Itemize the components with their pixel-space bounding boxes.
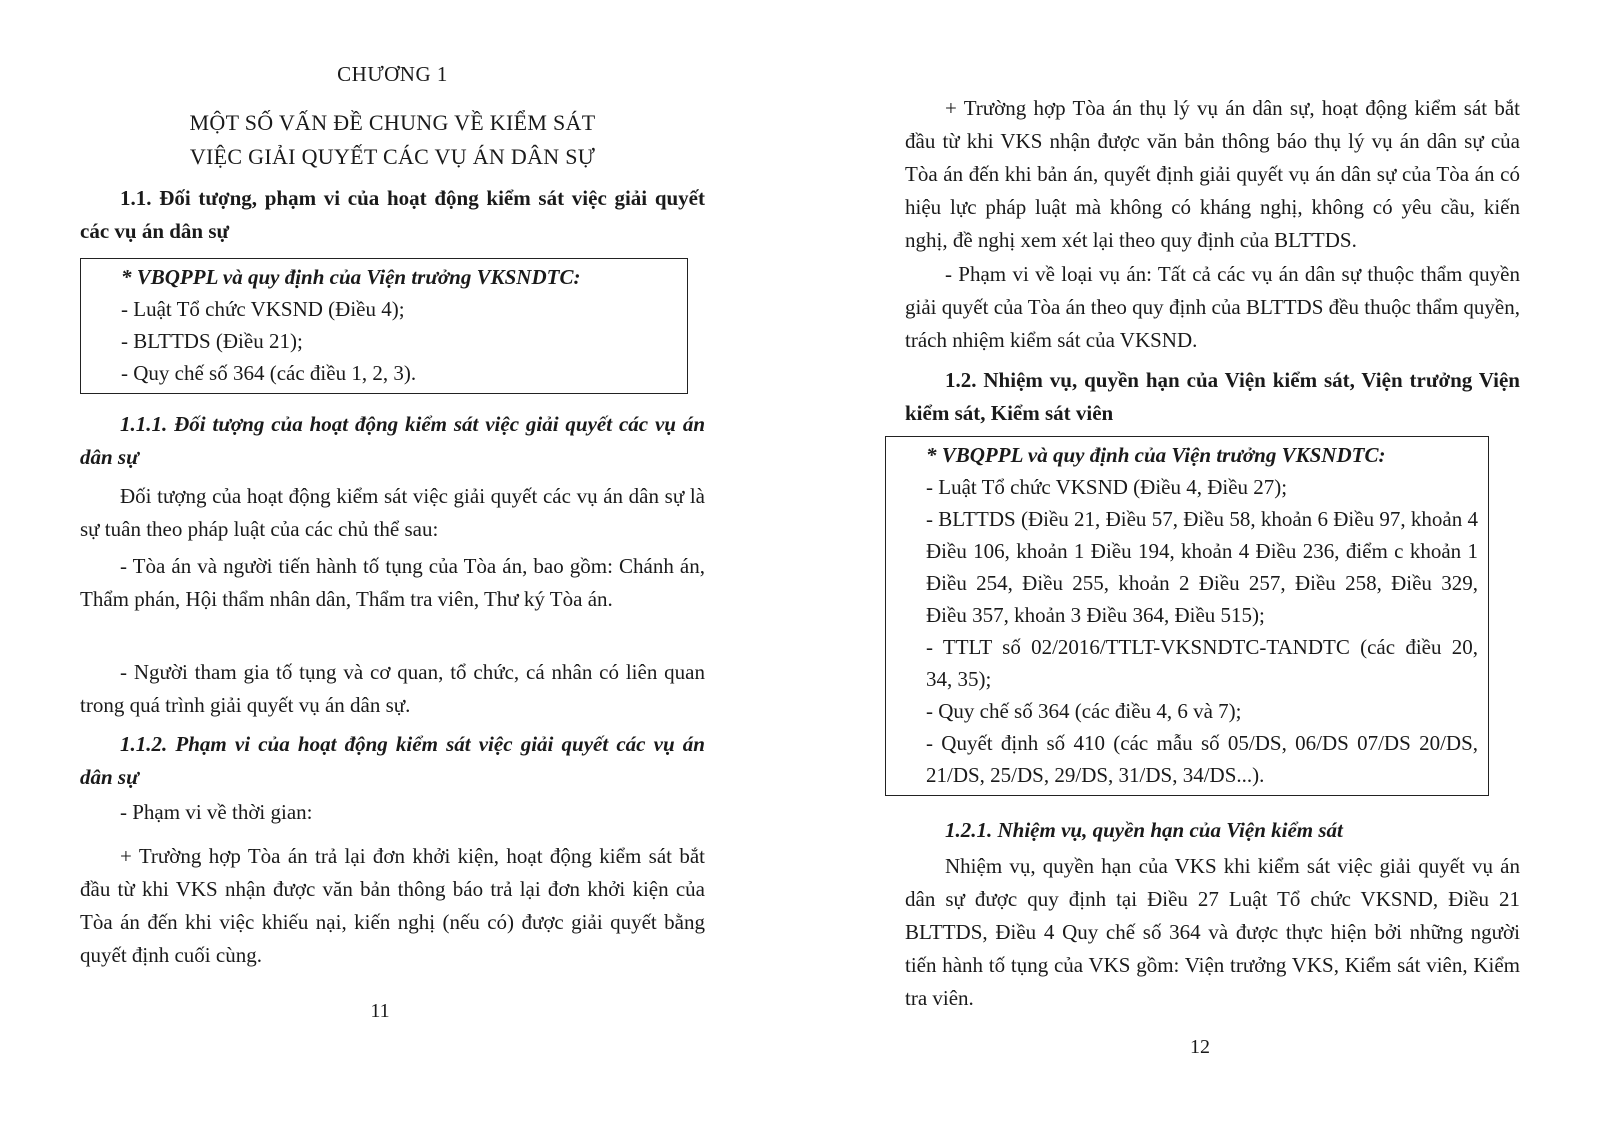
paragraph: - Tòa án và người tiến hành tố tụng của Tòa án, bao gồm: Chánh án, Thẩm phán, Hội thẩm nhân dân, Thẩm tra viên, Thư ký Tòa án. (80, 554, 705, 611)
section-heading-1-2: 1.2. Nhiệm vụ, quyền hạn của Viện kiểm sát, Viện trưởng Viện kiểm sát, Kiểm sát viên (905, 368, 1520, 425)
legal-box-item: - Luật Tổ chức VKSND (Điều 4, Điều 27); (926, 475, 1288, 499)
section-heading-1-2-1: 1.2.1. Nhiệm vụ, quyền hạn của Viện kiểm sát (945, 818, 1343, 842)
section-heading-1-1-2: 1.1.2. Phạm vi của hoạt động kiểm sát việc giải quyết các vụ án dân sự (80, 732, 705, 789)
legal-box-item: - Quyết định số 410 (các mẫu số 05/DS, 06/DS 07/DS 20/DS, 21/DS, 25/DS, 29/DS, 31/DS, 34/DS...). (926, 731, 1478, 787)
paragraph: + Trường hợp Tòa án thụ lý vụ án dân sự, hoạt động kiểm sát bắt đầu từ khi VKS nhận được văn bản thông báo thụ lý vụ án dân sự của Tòa án đến khi bản án, quyết định giải quyết vụ án dân sự của Tòa án có hiệu lực pháp luật mà không có kháng nghị, không có yêu cầu, kiến nghị, đề nghị xem xét lại theo quy định của BLTTDS. (905, 96, 1520, 252)
legal-box-title: * VBQPPL và quy định của Viện trưởng VKSNDTC: (121, 265, 581, 289)
chapter-label: CHƯƠNG 1 (337, 62, 448, 86)
legal-box-item: - Quy chế số 364 (các điều 1, 2, 3). (121, 361, 417, 385)
paragraph: Đối tượng của hoạt động kiểm sát việc giải quyết các vụ án dân sự là sự tuân theo pháp luật của các chủ thể sau: (80, 484, 705, 541)
paragraph: - Người tham gia tố tụng và cơ quan, tổ chức, cá nhân có liên quan trong quá trình giải quyết vụ án dân sự. (80, 660, 705, 717)
legal-box-item: - Quy chế số 364 (các điều 4, 6 và 7); (926, 699, 1242, 723)
legal-reference-box (885, 436, 1489, 796)
paragraph: + Trường hợp Tòa án trả lại đơn khởi kiện, hoạt động kiểm sát bắt đầu từ khi VKS nhận được văn bản thông báo trả lại đơn khởi kiện của Tòa án đến khi việc khiếu nại, kiến nghị (nếu có) được giải quyết bằng quyết định cuối cùng. (80, 844, 705, 967)
page-number: 11 (370, 1000, 390, 1022)
chapter-title-line-1: MỘT SỐ VẤN ĐỀ CHUNG VỀ KIỂM SÁT (189, 110, 596, 135)
legal-box-item: - BLTTDS (Điều 21); (121, 329, 303, 353)
legal-box-title: * VBQPPL và quy định của Viện trưởng VKSNDTC: (926, 443, 1386, 467)
legal-reference-box (80, 258, 688, 394)
legal-box-item: - Luật Tổ chức VKSND (Điều 4); (121, 297, 405, 321)
paragraph: - Phạm vi về loại vụ án: Tất cả các vụ án dân sự thuộc thẩm quyền giải quyết của Tòa án theo quy định của BLTTDS đều thuộc thẩm quyền, trách nhiệm kiểm sát của VKSND. (905, 262, 1520, 352)
page-number: 12 (1190, 1036, 1210, 1058)
legal-box-item: - BLTTDS (Điều 21, Điều 57, Điều 58, khoản 6 Điều 97, khoản 4 Điều 106, khoản 1 Điều 194, khoản 4 Điều 236, điểm c khoản 1 Điều 254, Điều 255, khoản 2 Điều 257, Điều 258, Điều 329, Điều 357, khoản 3 Điều 364, Điều 515); (926, 507, 1478, 627)
paragraph: Nhiệm vụ, quyền hạn của VKS khi kiểm sát việc giải quyết vụ án dân sự được quy định tại Điều 27 Luật Tổ chức VKSND, Điều 21 BLTTDS, Điều 4 Quy chế số 364 và được thực hiện bởi những người tiến hành tố tụng của VKS gồm: Viện trưởng VKS, Kiểm sát viên, Kiểm tra viên. (905, 854, 1520, 1010)
paragraph: - Phạm vi về thời gian: (120, 800, 313, 824)
chapter-title-line-2: VIỆC GIẢI QUYẾT CÁC VỤ ÁN DÂN SỰ (189, 144, 596, 169)
section-heading-1-1-1: 1.1.1. Đối tượng của hoạt động kiểm sát việc giải quyết các vụ án dân sự (80, 412, 705, 469)
section-heading-1-1: 1.1. Đối tượng, phạm vi của hoạt động kiểm sát việc giải quyết các vụ án dân sự (80, 186, 705, 243)
chapter-title (120, 106, 665, 174)
legal-box-item: - TTLT số 02/2016/TTLT-VKSNDTC-TANDTC (các điều 20, 34, 35); (926, 635, 1478, 691)
